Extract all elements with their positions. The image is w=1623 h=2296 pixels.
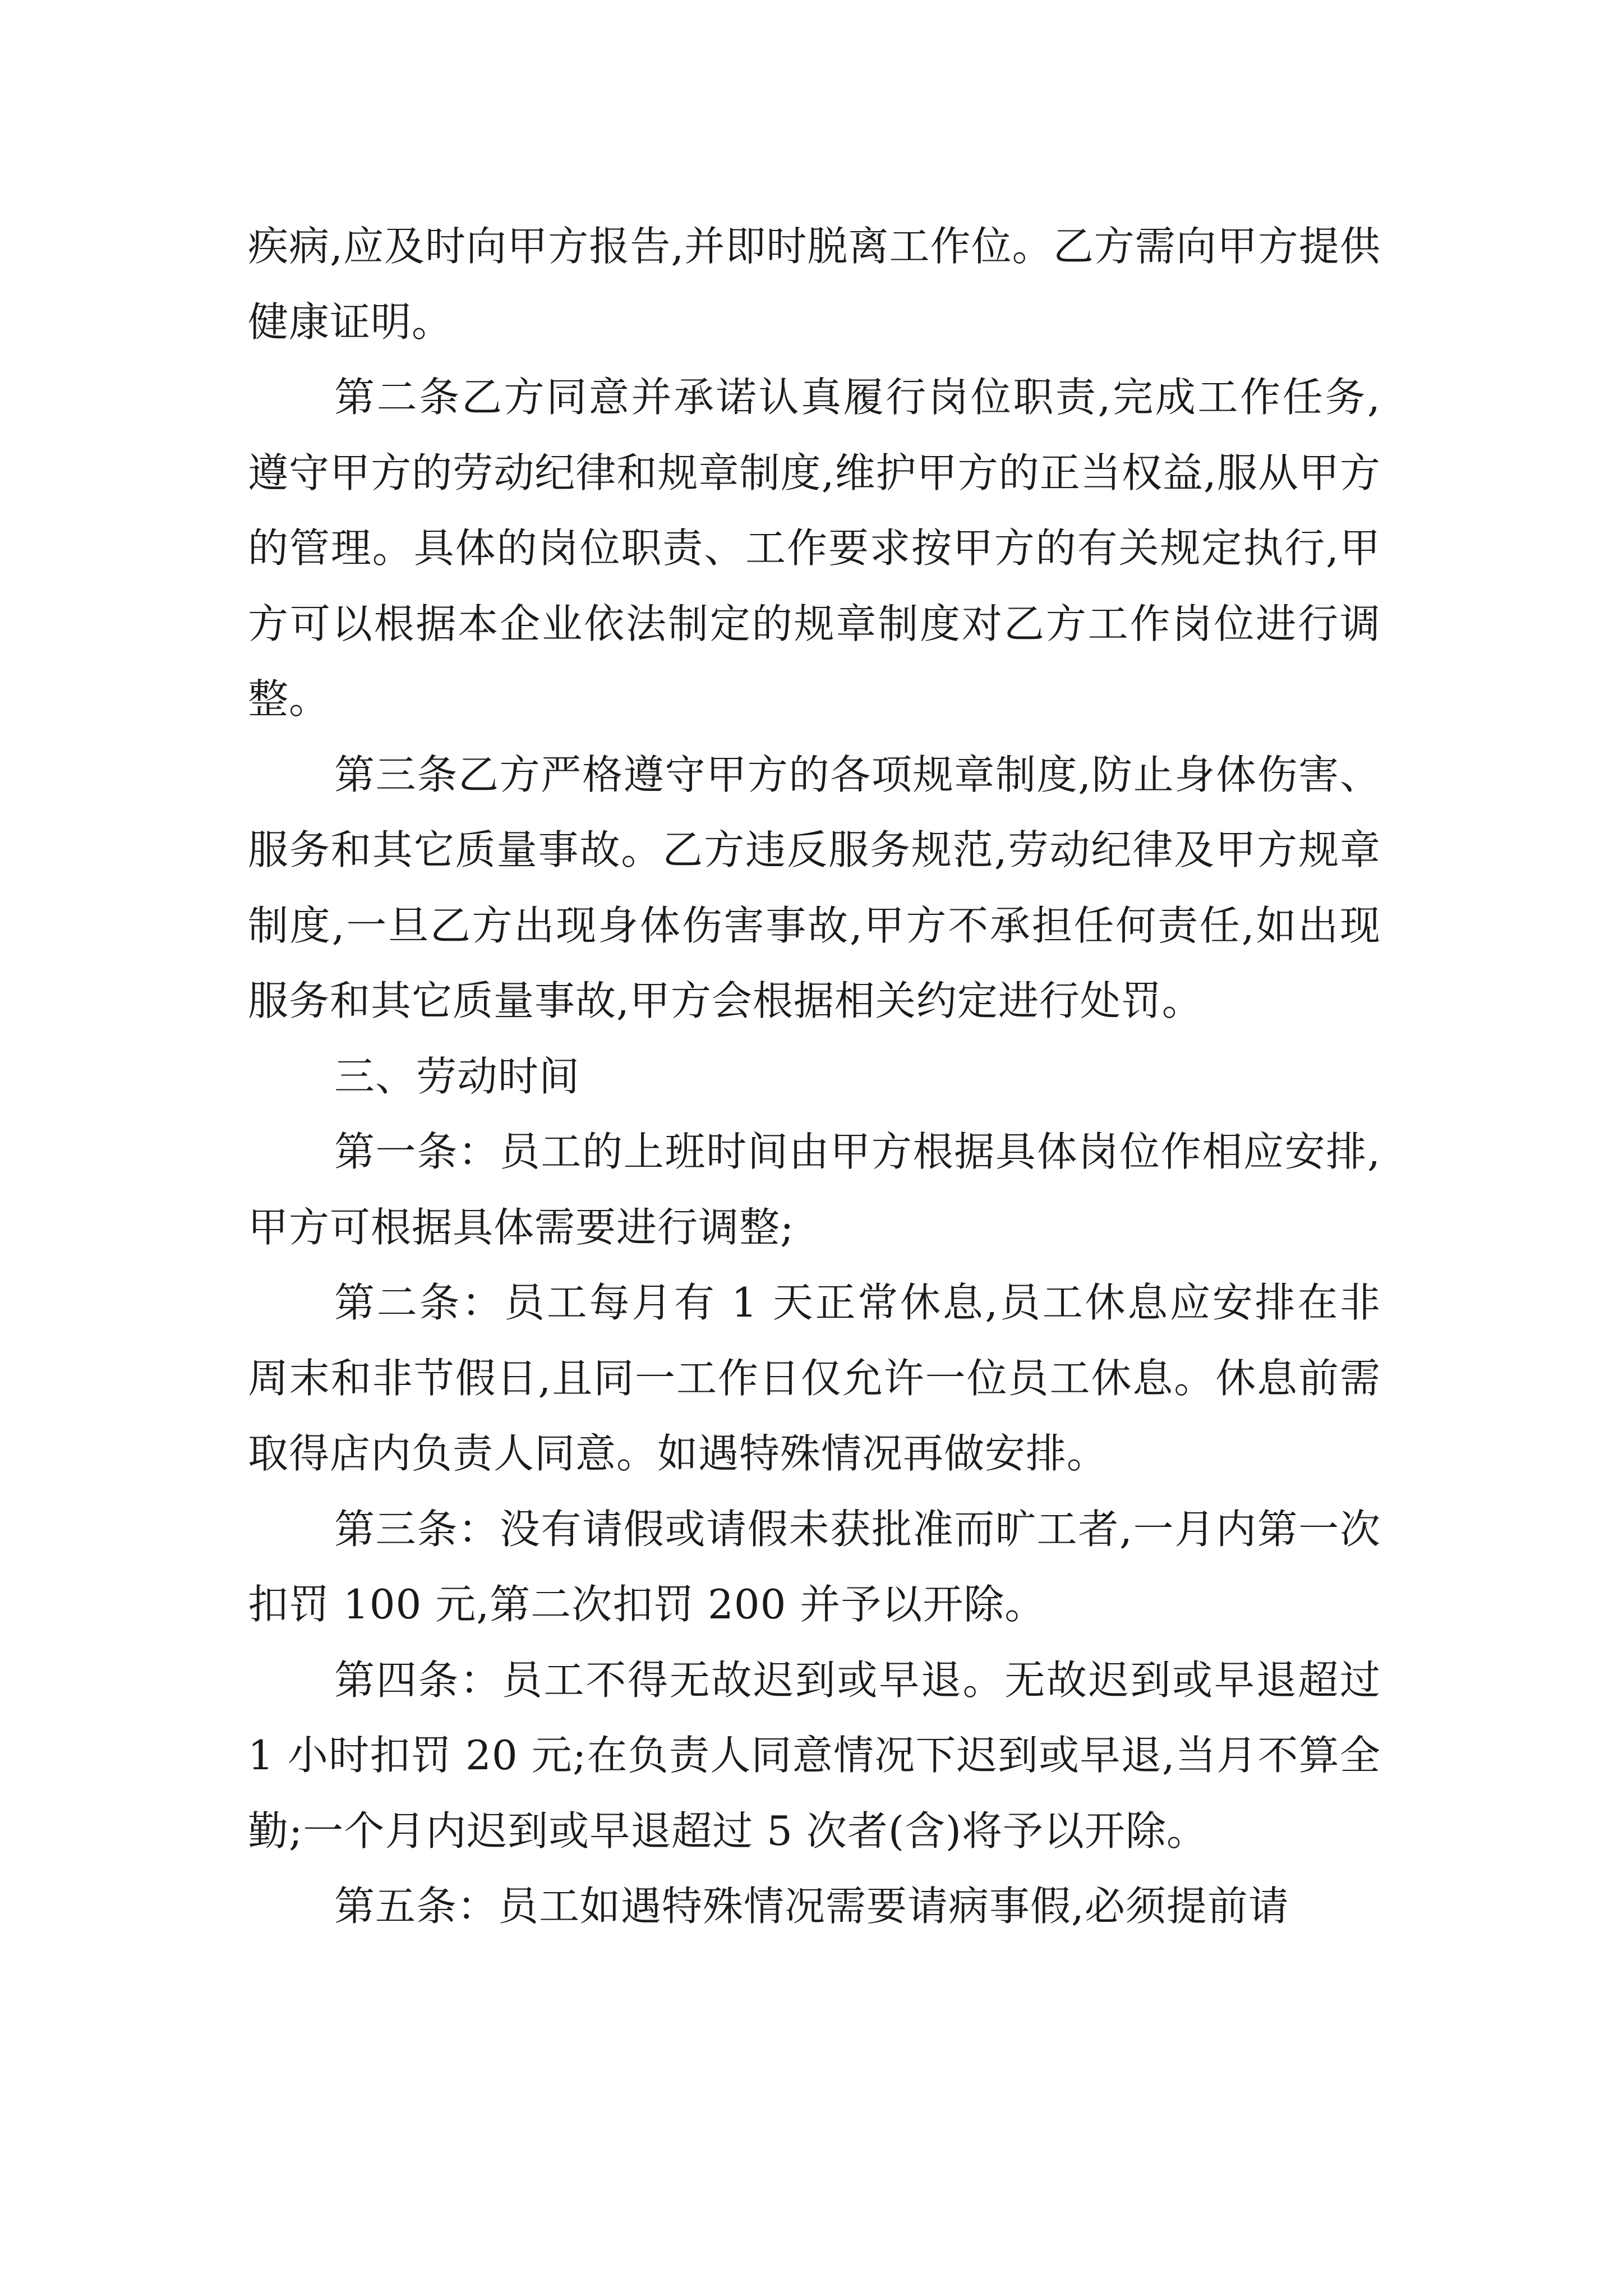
section-heading-working-hours: 三、劳动时间 <box>334 1052 580 1100</box>
paragraph-hours-article-5: 第五条：员工如遇特殊情况需要请病事假,必须提前请 <box>334 1883 1289 1930</box>
paragraph-article-3-rules: 第三条乙方严格遵守甲方的各项规章制度,防止身体伤害、服务和其它质量事故。乙方违反服务规范,劳动纪律及甲方规章制度,一旦乙方出现身体伤害事故,甲方不承担任何责任,如出现服务和其它质量事故,甲方会根据相关约定进行处罚。 <box>248 751 1381 1024</box>
paragraph-health-report: 疾病,应及时向甲方报告,并即时脱离工作位。乙方需向甲方提供健康证明。 <box>248 223 1381 346</box>
paragraph-hours-article-1: 第一条：员工的上班时间由甲方根据具体岗位作相应安排,甲方可根据具体需要进行调整; <box>248 1128 1381 1251</box>
paragraph-hours-article-4: 第四条：员工不得无故迟到或早退。无故迟到或早退超过 1 小时扣罚 20 元;在负责人同意情况下迟到或早退,当月不算全勤;一个月内迟到或早退超过 5 次者(含)将予以开除。 <box>248 1656 1381 1855</box>
paragraph-hours-article-2: 第二条：员工每月有 1 天正常休息,员工休息应安排在非周末和非节假日,且同一工作日仅允许一位员工休息。休息前需取得店内负责人同意。如遇特殊情况再做安排。 <box>248 1279 1381 1477</box>
paragraph-hours-article-3: 第三条：没有请假或请假未获批准而旷工者,一月内第一次扣罚 100 元,第二次扣罚 200 并予以开除。 <box>248 1505 1381 1628</box>
paragraph-article-2-duties: 第二条乙方同意并承诺认真履行岗位职责,完成工作任务,遵守甲方的劳动纪律和规章制度,维护甲方的正当权益,服从甲方的管理。具体的岗位职责、工作要求按甲方的有关规定执行,甲方可以根据本企业依法制定的规章制度对乙方工作岗位进行调整。 <box>248 374 1381 723</box>
document-body <box>248 209 1381 1944</box>
